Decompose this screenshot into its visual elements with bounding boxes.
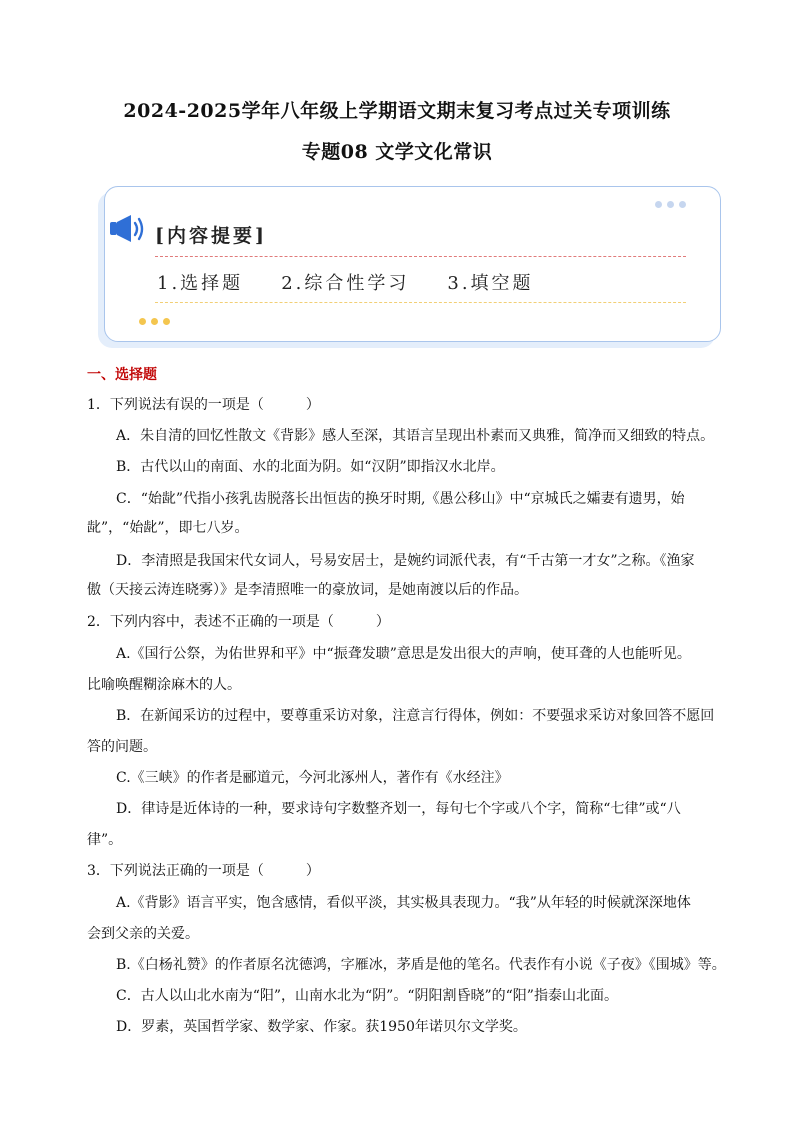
option: C.《三峡》的作者是郦道元，今河北涿州人，著作有《水经注》	[116, 770, 509, 786]
page-title: 2024-2025学年八年级上学期语文期末复习考点过关专项训练	[123, 100, 671, 122]
summary-heading: [内容提要]	[155, 225, 267, 247]
question-stem: 1．下列说法有误的一项是（ ）	[87, 397, 320, 413]
option-continued: 会到父亲的关爱。	[87, 926, 199, 942]
summary-box	[104, 186, 721, 342]
summary-item: 1.选择题	[157, 273, 244, 294]
summary-item: 3.填空题	[447, 273, 534, 294]
option: B．在新闻采访的过程中，要尊重采访对象，注意言行得体，例如：不要强求采访对象回答不愿回	[116, 708, 715, 724]
option-continued: 龀”，“始龀”，即七八岁。	[87, 520, 249, 536]
option: D．罗素，英国哲学家、数学家、作家。获1950年诺贝尔文学奖。	[116, 1019, 527, 1035]
option: B.《白杨礼赞》的作者原名沈德鸿，字雁冰，茅盾是他的笔名。代表作有小说《子夜》《围城》等。	[116, 957, 726, 973]
option: C．古人以山北水南为“阳”，山南水北为“阴”。“阴阳割昏晓”的“阳”指泰山北面。	[116, 988, 618, 1004]
option: A.《背影》语言平实，饱含感情，看似平淡，其实极具表现力。“我”从年轻的时候就深深地体	[116, 895, 691, 911]
question-stem: 2．下列内容中，表述不正确的一项是（ ）	[87, 614, 390, 630]
option: D．律诗是近体诗的一种，要求诗句字数整齐划一，每句七个字或八个字，简称“七律”或“八	[116, 801, 681, 817]
option: A．朱自清的回忆性散文《背影》感人至深，其语言呈现出朴素而又典雅，简净而又细致的特点。	[116, 428, 715, 444]
option: D．李清照是我国宋代女词人，号易安居士，是婉约词派代表，有“千古第一才女”之称。《渔家	[116, 553, 695, 569]
question-stem: 3．下列说法正确的一项是（ ）	[87, 863, 320, 879]
option-continued: 比喻唤醒糊涂麻木的人。	[87, 677, 241, 693]
megaphone-icon	[109, 213, 147, 245]
summary-list	[157, 269, 534, 295]
option: A.《国行公祭，为佑世界和平》中“振聋发聩”意思是发出很大的声响，使耳聋的人也能听见。	[116, 646, 691, 662]
option: C．“始龀”代指小孩乳齿脱落长出恒齿的换牙时期,《愚公移山》中“京城氏之孀妻有遗男，始	[116, 491, 685, 507]
option-continued: 答的问题。	[87, 739, 157, 755]
decor-dots-bottom	[139, 318, 170, 325]
page-subtitle: 专题08 文学文化常识	[301, 141, 493, 163]
decor-dots-top	[655, 201, 686, 208]
section-title: 一、选择题	[87, 367, 157, 383]
divider	[155, 256, 686, 257]
option-continued: 律”。	[87, 832, 123, 848]
divider	[155, 302, 686, 303]
summary-item: 2.综合性学习	[281, 273, 410, 294]
option: B．古代以山的南面、水的北面为阴。如“汉阴”即指汉水北岸。	[116, 459, 505, 475]
option-continued: 傲（天接云涛连晓雾）》是李清照唯一的豪放词，是她南渡以后的作品。	[87, 582, 528, 598]
